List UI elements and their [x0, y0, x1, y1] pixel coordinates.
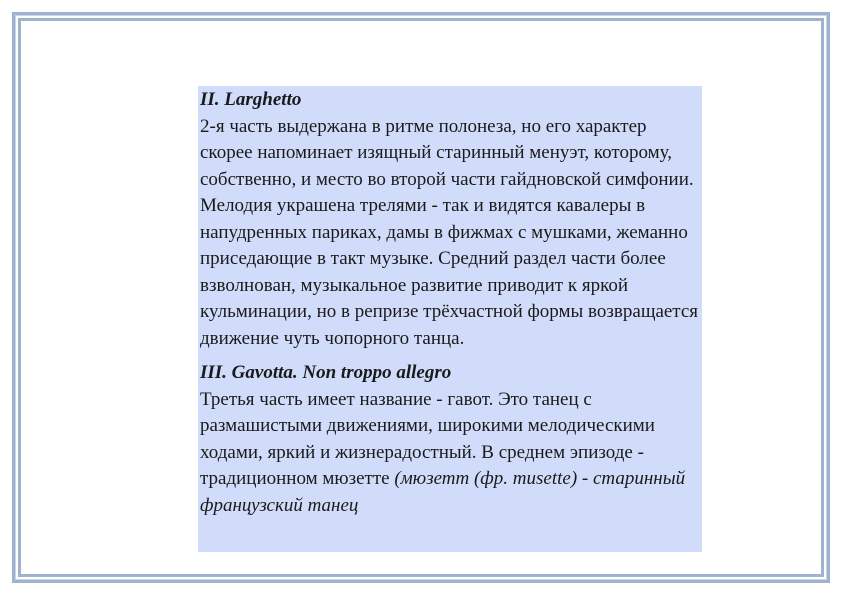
section-heading: II. Larghetto [200, 89, 302, 110]
section-body-italic: (мюзетт (фр. musette) - старинный французский танец [200, 468, 686, 516]
section-body: 2-я часть выдержана в ритме полонеза, но его характер скорее напоминает изящный старинный менуэт, которому, собственно, и место во второй части гайдновской симфонии. Мелодия украшена трелями - так и видятся кавалеры в напудренных париках, дамы в фижмах с мушками, жеманно приседающие в такт музыке. Средний раздел части более взволнован, музыкальное развитие приводит к яркой кульминации, но в репризе трёхчастной формы возвращается движение чуть чопорного танца. [200, 115, 699, 349]
section-body-wrapper [200, 387, 702, 520]
text-block [198, 86, 702, 552]
section-larghetto [200, 87, 702, 352]
section-body: Третья часть имеет название - гавот. Это танец с размашистыми движениями, широкими мелодическими ходами, яркий и жизнерадостный. В среднем эпизоде - традиционном мюзетте [200, 388, 655, 489]
section-gavotta [200, 360, 702, 519]
section-heading: III. Gavotta. Non troppo allegro [200, 362, 452, 383]
